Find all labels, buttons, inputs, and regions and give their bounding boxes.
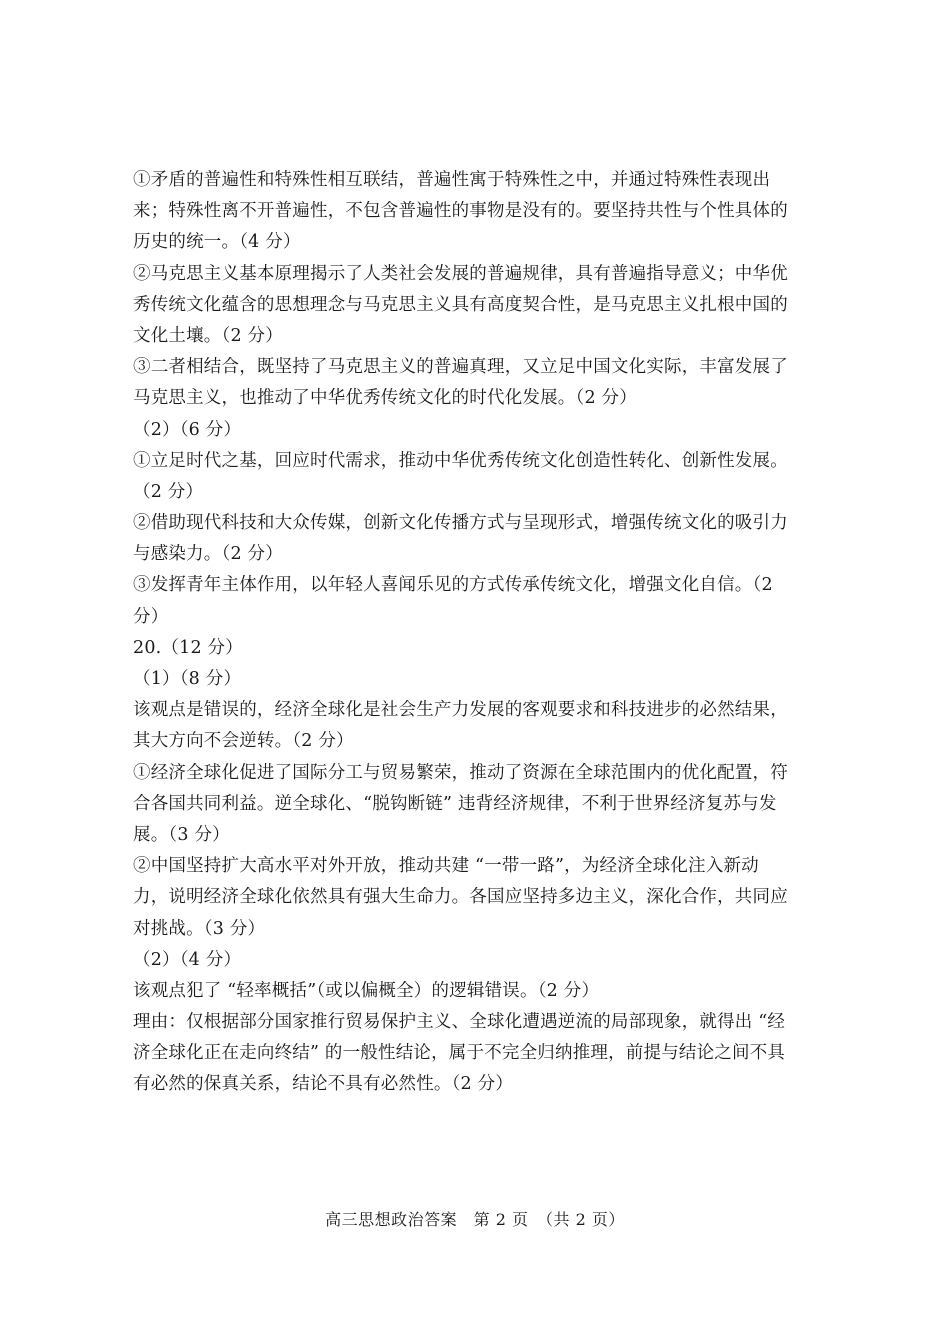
- page-footer: 高三思想政治答案 第 2 页 （共 2 页）: [325, 1210, 625, 1229]
- text-line: 该观点是错误的，经济全球化是社会生产力发展的客观要求和科技进步的必然结果，: [133, 700, 788, 721]
- answer-body: [133, 165, 833, 1101]
- text-line: （2）（4 分）: [133, 949, 242, 970]
- text-line: 有必然的保真关系，结论不具有必然性。（2 分）: [133, 1074, 514, 1095]
- text-line: 展。（3 分）: [133, 824, 230, 845]
- question-heading: 20.（12 分）: [133, 637, 243, 658]
- text-line: ①矛盾的普遍性和特殊性相互联结，普遍性寓于特殊性之中，并通过特殊性表现出: [133, 170, 771, 190]
- text-line: ②借助现代科技和大众传媒，创新文化传播方式与呈现形式，增强传统文化的吸引力: [133, 513, 788, 534]
- text-line: ①立足时代之基，回应时代需求，推动中华优秀传统文化创造性转化、创新性发展。: [133, 450, 788, 471]
- text-line: ①经济全球化促进了国际分工与贸易繁荣，推动了资源在全球范围内的优化配置，符: [133, 762, 788, 783]
- text-line: 力，说明经济全球化依然具有强大生命力。各国应坚持多边主义，深化合作，共同应: [133, 887, 788, 908]
- text-line: 理由：仅根据部分国家推行贸易保护主义、全球化遭遇逆流的局部现象，就得出 “经: [133, 1012, 786, 1033]
- text-line: 文化土壤。（2 分）: [133, 325, 283, 346]
- text-line: 来；特殊性离不开普遍性，不包含普遍性的事物是没有的。要坚持共性与个性具体的: [133, 201, 788, 222]
- text-line: 合各国共同利益。逆全球化、“脱钩断链” 违背经济规律，不利于世界经济复苏与发: [133, 793, 777, 814]
- text-line: 历史的统一。（4 分）: [133, 232, 301, 253]
- text-line: ②马克思主义基本原理揭示了人类社会发展的普遍规律，具有普遍指导意义；中华优: [133, 263, 788, 284]
- text-line: 马克思主义，也推动了中华优秀传统文化的时代化发展。（2 分）: [133, 388, 637, 409]
- text-line: （1）（8 分）: [133, 669, 242, 689]
- text-line: 该观点犯了 “轻率概括”（或以偏概全）的逻辑错误。（2 分）: [133, 980, 600, 1001]
- text-line: 分）: [133, 606, 169, 627]
- text-line: 秀传统文化蕴含的思想理念与马克思主义具有高度契合性，是马克思主义扎根中国的: [133, 294, 788, 315]
- text-line: ③发挥青年主体作用，以年轻人喜闻乐见的方式传承传统文化，增强文化自信。（2: [133, 575, 773, 596]
- text-line: ③二者相结合，既坚持了马克思主义的普遍真理，又立足中国文化实际，丰富发展了: [133, 357, 788, 378]
- text-line: （2）（6 分）: [133, 419, 242, 440]
- text-line: 济全球化正在走向终结” 的一般性结论，属于不完全归纳推理，前提与结论之间不具: [133, 1043, 786, 1064]
- text-line: ②中国坚持扩大高水平对外开放，推动共建 “一带一路”，为经济全球化注入新动: [133, 856, 759, 877]
- text-line: 对挑战。（3 分）: [133, 918, 266, 939]
- text-line: 与感染力。（2 分）: [133, 544, 283, 565]
- text-line: （2 分）: [133, 481, 204, 502]
- text-line: 其大方向不会逆转。（2 分）: [133, 731, 354, 752]
